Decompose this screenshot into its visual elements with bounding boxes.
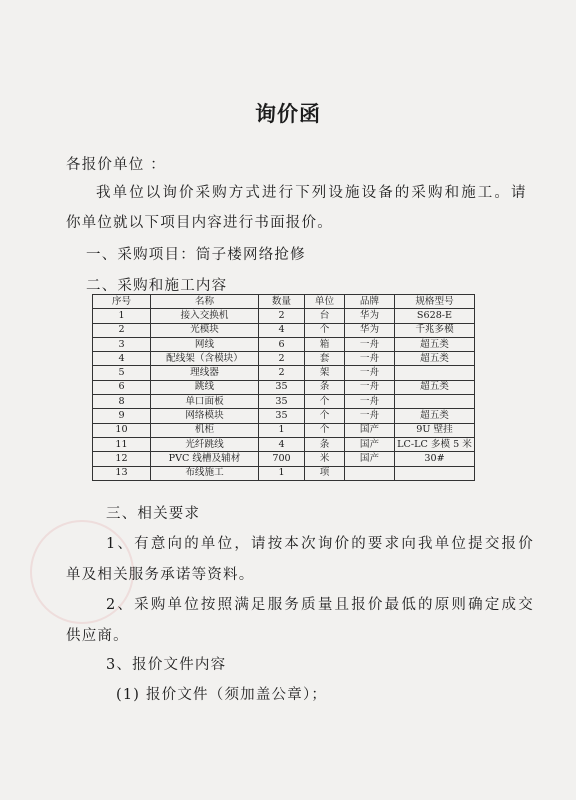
- table-cell: 个: [305, 395, 345, 409]
- table-row: [93, 352, 475, 366]
- table-cell: 35: [259, 380, 305, 394]
- table-cell: 2: [259, 309, 305, 323]
- table-header-cell: 数量: [259, 295, 305, 309]
- table-cell: 台: [305, 309, 345, 323]
- table-cell: 12: [93, 452, 151, 466]
- table-cell: 国产: [345, 423, 395, 437]
- requirement-2-line-2: 供应商。: [66, 628, 129, 644]
- table-cell: LC-LC 多模 5 米: [395, 437, 475, 451]
- table-cell: 一舟: [345, 337, 395, 351]
- table-cell: 跳线: [151, 380, 259, 394]
- table-row: [93, 452, 475, 466]
- table-cell: 个: [305, 409, 345, 423]
- table-cell: [395, 366, 475, 380]
- table-cell: 2: [259, 366, 305, 380]
- table-cell: 一舟: [345, 380, 395, 394]
- table-cell: 箱: [305, 337, 345, 351]
- table-cell: 6: [93, 380, 151, 394]
- table-cell: 1: [259, 466, 305, 480]
- table-cell: 一舟: [345, 395, 395, 409]
- table-cell: 个: [305, 323, 345, 337]
- table-cell: 一舟: [345, 409, 395, 423]
- table-header-row: [93, 295, 475, 309]
- table-row: [93, 323, 475, 337]
- table-cell: 13: [93, 466, 151, 480]
- table-cell: [395, 466, 475, 480]
- table-cell: 光模块: [151, 323, 259, 337]
- table-row: [93, 395, 475, 409]
- table-row: [93, 409, 475, 423]
- table-cell: 米: [305, 452, 345, 466]
- requirements-heading: 三、相关要求: [106, 506, 201, 522]
- table-cell: 国产: [345, 437, 395, 451]
- table-cell: 35: [259, 395, 305, 409]
- table-cell: 9U 壁挂: [395, 423, 475, 437]
- table-cell: 6: [259, 337, 305, 351]
- procurement-table: [92, 294, 475, 481]
- table-cell: 一舟: [345, 366, 395, 380]
- requirement-2-line-1: 2、采购单位按照满足服务质量且报价最低的原则确定成交: [106, 597, 535, 613]
- requirement-3-item-1: (1) 报价文件（须加盖公章）；: [116, 687, 328, 703]
- table-cell: 1: [93, 309, 151, 323]
- table-row: [93, 309, 475, 323]
- table-cell: PVC 线槽及辅材: [151, 452, 259, 466]
- table-cell: 配线架（含模块）: [151, 352, 259, 366]
- table-cell: 9: [93, 409, 151, 423]
- table-header-cell: 序号: [93, 295, 151, 309]
- requirement-3: 3、报价文件内容: [106, 657, 227, 673]
- table-header-cell: 单位: [305, 295, 345, 309]
- table-cell: 8: [93, 395, 151, 409]
- table-cell: 700: [259, 452, 305, 466]
- table-cell: 2: [93, 323, 151, 337]
- table-cell: 3: [93, 337, 151, 351]
- table-cell: 10: [93, 423, 151, 437]
- table-cell: 11: [93, 437, 151, 451]
- table-cell: [345, 466, 395, 480]
- table-cell: 套: [305, 352, 345, 366]
- table-cell: 一舟: [345, 352, 395, 366]
- table-cell: 架: [305, 366, 345, 380]
- intro-line-2: 你单位就以下项目内容进行书面报价。: [66, 215, 333, 231]
- requirement-1-line-2: 单及相关服务承诺等资料。: [66, 567, 255, 583]
- table-cell: 5: [93, 366, 151, 380]
- table-row: [93, 423, 475, 437]
- table-cell: 接入交换机: [151, 309, 259, 323]
- table-header-cell: 名称: [151, 295, 259, 309]
- table-cell: 网线: [151, 337, 259, 351]
- table-row: [93, 380, 475, 394]
- table-cell: 超五类: [395, 352, 475, 366]
- procurement-content-heading: 二、采购和施工内容: [86, 278, 228, 294]
- salutation: 各报价单位 ：: [66, 157, 167, 173]
- table-cell: 1: [259, 423, 305, 437]
- table-header-cell: 规格型号: [395, 295, 475, 309]
- table-cell: [395, 395, 475, 409]
- table-cell: 4: [93, 352, 151, 366]
- table-body: [93, 309, 475, 481]
- procurement-project: 一、采购项目：筒子楼网络抢修: [86, 247, 306, 263]
- table-cell: 超五类: [395, 337, 475, 351]
- table-cell: 超五类: [395, 409, 475, 423]
- table-cell: 国产: [345, 452, 395, 466]
- table-cell: 千兆多模: [395, 323, 475, 337]
- table-row: [93, 437, 475, 451]
- table-cell: 华为: [345, 323, 395, 337]
- table-cell: 个: [305, 423, 345, 437]
- table-cell: 4: [259, 323, 305, 337]
- table-cell: 光纤跳线: [151, 437, 259, 451]
- document-title: 询价函: [255, 102, 321, 126]
- table-header-cell: 品牌: [345, 295, 395, 309]
- table-cell: 网络模块: [151, 409, 259, 423]
- table-row: [93, 366, 475, 380]
- table-cell: 超五类: [395, 380, 475, 394]
- table-row: [93, 337, 475, 351]
- requirement-1-line-1: 1、有意向的单位，请按本次询价的要求向我单位提交报价: [106, 536, 535, 552]
- table-cell: S628-E: [395, 309, 475, 323]
- table-cell: 机柜: [151, 423, 259, 437]
- table-cell: 华为: [345, 309, 395, 323]
- table-cell: 35: [259, 409, 305, 423]
- table-cell: 2: [259, 352, 305, 366]
- table-cell: 条: [305, 437, 345, 451]
- intro-line-1: 我单位以询价采购方式进行下列设施设备的采购和施工。请: [96, 185, 528, 201]
- table-cell: 单口面板: [151, 395, 259, 409]
- table-row: [93, 466, 475, 480]
- table-cell: 条: [305, 380, 345, 394]
- table-cell: 项: [305, 466, 345, 480]
- table-cell: 理线器: [151, 366, 259, 380]
- table-cell: 4: [259, 437, 305, 451]
- table-cell: 布线施工: [151, 466, 259, 480]
- table-cell: 30#: [395, 452, 475, 466]
